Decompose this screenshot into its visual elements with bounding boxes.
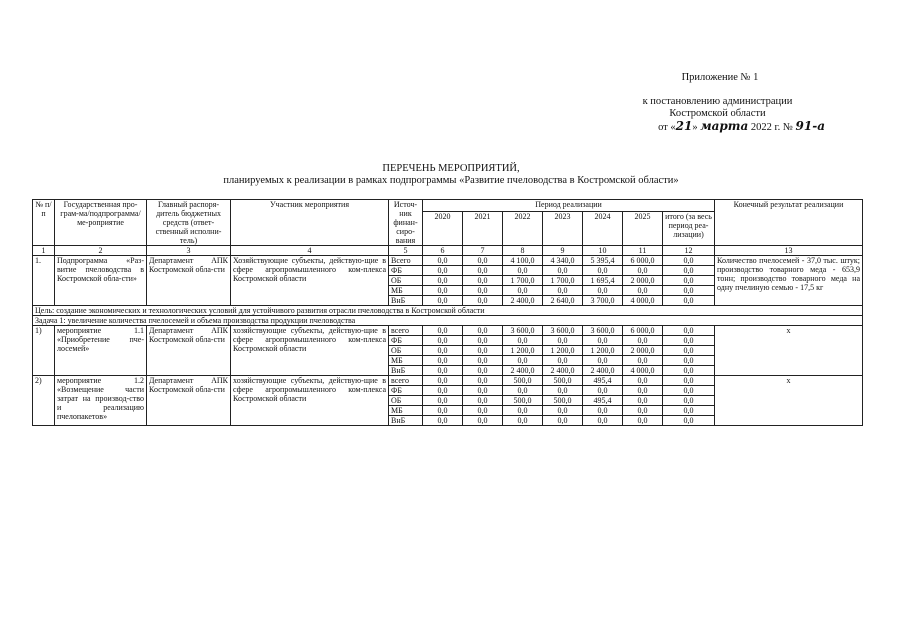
funding-source: ОБ [389, 346, 423, 356]
goal-text: Цель: создание экономических и технологических условий для устойчивого развития отрасли пчеловодства в Костромской области [33, 306, 863, 316]
final-result: х [715, 326, 863, 376]
amount-cell: 6 000,0 [623, 256, 663, 266]
program-name: мероприятие 1.2 «Возмещение части затрат на производ-ство и реализацию пчелопакетов» [55, 376, 147, 426]
funding-source: МБ [389, 406, 423, 416]
amount-cell: 2 400,0 [543, 366, 583, 376]
amount-cell: 5 395,4 [583, 256, 623, 266]
table-body [33, 256, 863, 426]
budget-manager: Департамент АПК Костромской обла-сти [147, 376, 231, 426]
amount-cell: 495,4 [583, 376, 623, 386]
column-number: 4 [231, 246, 389, 256]
table-row [33, 376, 863, 386]
date-day: 21 [675, 119, 693, 133]
col-source-header: Источ-ник финан-сиро-вания [389, 200, 423, 246]
amount-cell: 0,0 [463, 396, 503, 406]
amount-cell: 2 400,0 [503, 296, 543, 306]
date-month: марта [700, 119, 749, 133]
resolution-line: к постановлению администрации [642, 96, 793, 107]
col-year-header: 2023 [543, 212, 583, 246]
amount-cell: 3 600,0 [503, 326, 543, 336]
funding-source: всего [389, 376, 423, 386]
amount-cell: 4 100,0 [503, 256, 543, 266]
amount-cell: 0,0 [423, 396, 463, 406]
date-prefix: от « [658, 122, 676, 133]
program-name: Подпрограмма «Раз-витие пчеловодства в Костромской обла-сти» [55, 256, 147, 306]
column-number: 2 [55, 246, 147, 256]
amount-cell: 0,0 [423, 406, 463, 416]
budget-manager: Департамент АПК Костромской обла-сти [147, 256, 231, 306]
amount-cell: 0,0 [663, 286, 715, 296]
amount-cell: 0,0 [423, 386, 463, 396]
final-result: Количество пчелосемей - 37,0 тыс. штук; производство товарного меда - 653,9 тонн; производство товарного меда на одну пчелиную семью - 17,5 кг [715, 256, 863, 306]
amount-cell: 1 200,0 [583, 346, 623, 356]
table-row [33, 326, 863, 336]
column-number: 10 [583, 246, 623, 256]
program-name: мероприятие 1.1 «Приобретение пче-лосемей» [55, 326, 147, 376]
amount-cell: 500,0 [503, 376, 543, 386]
amount-cell: 0,0 [663, 406, 715, 416]
amount-cell: 0,0 [543, 356, 583, 366]
task-row [33, 316, 863, 326]
amount-cell: 495,4 [583, 396, 623, 406]
amount-cell: 0,0 [503, 336, 543, 346]
col-participant-header: Участник мероприятия [231, 200, 389, 246]
amount-cell: 0,0 [543, 336, 583, 346]
amount-cell: 0,0 [463, 366, 503, 376]
funding-source: ВнБ [389, 416, 423, 426]
amount-cell: 0,0 [543, 286, 583, 296]
amount-cell: 1 695,4 [583, 276, 623, 286]
amount-cell: 0,0 [623, 356, 663, 366]
column-number: 8 [503, 246, 543, 256]
amount-cell: 0,0 [463, 416, 503, 426]
column-number: 6 [423, 246, 463, 256]
funding-source: ОБ [389, 396, 423, 406]
amount-cell: 0,0 [463, 266, 503, 276]
amount-cell: 0,0 [503, 266, 543, 276]
amount-cell: 0,0 [503, 386, 543, 396]
col-manager-header: Главный распоря-дитель бюджетных средств (ответ-ственный исполни-тель) [147, 200, 231, 246]
col-year-header: 2020 [423, 212, 463, 246]
funding-source: ВнБ [389, 366, 423, 376]
amount-cell: 0,0 [463, 256, 503, 266]
amount-cell: 0,0 [503, 286, 543, 296]
task-text: Задача 1: увеличение количества пчелосемей и объема производства продукции пчеловодства [33, 316, 863, 326]
amount-cell: 3 600,0 [583, 326, 623, 336]
amount-cell: 0,0 [663, 376, 715, 386]
amount-cell: 0,0 [663, 346, 715, 356]
col-year-header: 2025 [623, 212, 663, 246]
col-year-header: 2021 [463, 212, 503, 246]
amount-cell: 0,0 [663, 336, 715, 346]
amount-cell: 0,0 [623, 266, 663, 276]
amount-cell: 0,0 [423, 296, 463, 306]
col-period-header: Период реализации [423, 200, 715, 212]
amount-cell: 0,0 [423, 256, 463, 266]
amount-cell: 6 000,0 [623, 326, 663, 336]
amount-cell: 4 340,0 [543, 256, 583, 266]
column-number: 12 [663, 246, 715, 256]
funding-source: ОБ [389, 276, 423, 286]
funding-source: МБ [389, 356, 423, 366]
amount-cell: 0,0 [423, 346, 463, 356]
col-num-header: № п/п [33, 200, 55, 246]
column-number: 9 [543, 246, 583, 256]
amount-cell: 0,0 [423, 416, 463, 426]
amount-cell: 0,0 [663, 386, 715, 396]
amount-cell: 0,0 [423, 326, 463, 336]
funding-source: ФБ [389, 266, 423, 276]
amount-cell: 2 000,0 [623, 346, 663, 356]
row-number: 1. [33, 256, 55, 306]
amount-cell: 0,0 [503, 356, 543, 366]
participant: хозяйствующие субъекты, действую-щие в сфере агропромышленного ком-плекса Костромской области [231, 326, 389, 376]
date-line [600, 120, 825, 134]
funding-source: ФБ [389, 336, 423, 346]
amount-cell: 0,0 [423, 276, 463, 286]
document-subtitle: планируемых к реализации в рамках подпрограммы «Развитие пчеловодства в Костромской области» [223, 175, 679, 186]
amount-cell: 0,0 [423, 356, 463, 366]
amount-cell: 0,0 [583, 266, 623, 276]
amount-cell: 2 000,0 [623, 276, 663, 286]
amount-cell: 0,0 [583, 406, 623, 416]
funding-source: ФБ [389, 386, 423, 396]
amount-cell: 3 700,0 [583, 296, 623, 306]
amount-cell: 0,0 [463, 346, 503, 356]
funding-source: МБ [389, 286, 423, 296]
amount-cell: 1 700,0 [503, 276, 543, 286]
amount-cell: 0,0 [623, 416, 663, 426]
amount-cell: 0,0 [623, 406, 663, 416]
table-row [33, 256, 863, 266]
amount-cell: 0,0 [583, 416, 623, 426]
amount-cell: 500,0 [543, 396, 583, 406]
amount-cell: 0,0 [663, 366, 715, 376]
amount-cell: 1 200,0 [503, 346, 543, 356]
amount-cell: 0,0 [423, 266, 463, 276]
amount-cell: 0,0 [463, 296, 503, 306]
amount-cell: 4 000,0 [623, 366, 663, 376]
amount-cell: 0,0 [423, 286, 463, 296]
participant: Хозяйствующие субъекты, действую-щие в сфере агропромышленного ком-плекса Костромской области [231, 256, 389, 306]
amount-cell: 0,0 [623, 386, 663, 396]
amount-cell: 0,0 [463, 406, 503, 416]
amount-cell: 0,0 [583, 356, 623, 366]
amount-cell: 2 400,0 [583, 366, 623, 376]
amount-cell: 0,0 [623, 336, 663, 346]
amount-cell: 0,0 [503, 406, 543, 416]
col-result-header: Конечный результат реализации [715, 200, 863, 246]
amount-cell: 0,0 [583, 386, 623, 396]
column-number: 3 [147, 246, 231, 256]
amount-cell: 0,0 [623, 286, 663, 296]
amount-cell: 0,0 [663, 326, 715, 336]
amount-cell: 0,0 [623, 396, 663, 406]
col-program-header: Государственная про-грам-ма/подпрограмма/ме-роприятие [55, 200, 147, 246]
column-number: 11 [623, 246, 663, 256]
amount-cell: 0,0 [543, 416, 583, 426]
amount-cell: 0,0 [623, 376, 663, 386]
amount-cell: 0,0 [463, 356, 503, 366]
funding-source: ВнБ [389, 296, 423, 306]
amount-cell: 0,0 [463, 336, 503, 346]
amount-cell: 0,0 [663, 356, 715, 366]
amount-cell: 0,0 [663, 256, 715, 266]
amount-cell: 4 000,0 [623, 296, 663, 306]
amount-cell: 0,0 [663, 266, 715, 276]
row-number: 1) [33, 326, 55, 376]
appendix-label: Приложение № 1 [681, 72, 759, 83]
col-year-header: 2022 [503, 212, 543, 246]
amount-cell: 2 400,0 [503, 366, 543, 376]
amount-cell: 0,0 [463, 386, 503, 396]
amount-cell: 0,0 [663, 276, 715, 286]
amount-cell: 0,0 [543, 266, 583, 276]
goal-row [33, 306, 863, 316]
funding-source: Всего [389, 256, 423, 266]
participant: хозяйствующие субъекты, действую-щие в сфере агропромышленного ком-плекса Костромской области [231, 376, 389, 426]
date-year: 2022 г. № [748, 122, 793, 133]
amount-cell: 500,0 [503, 396, 543, 406]
col-year-header: 2024 [583, 212, 623, 246]
amount-cell: 0,0 [543, 406, 583, 416]
column-number: 7 [463, 246, 503, 256]
amount-cell: 0,0 [463, 286, 503, 296]
column-number-row [33, 246, 863, 256]
amount-cell: 0,0 [583, 336, 623, 346]
amount-cell: 0,0 [423, 336, 463, 346]
amount-cell: 500,0 [543, 376, 583, 386]
funding-source: всего [389, 326, 423, 336]
budget-manager: Департамент АПК Костромской обла-сти [147, 326, 231, 376]
amount-cell: 0,0 [663, 396, 715, 406]
amount-cell: 0,0 [463, 376, 503, 386]
date-mid: » [692, 122, 701, 133]
col-total-header: итого (за весь период реа-лизации) [663, 212, 715, 246]
header-row-1 [33, 200, 863, 212]
column-number: 13 [715, 246, 863, 256]
amount-cell: 3 600,0 [543, 326, 583, 336]
region-line: Костромской области [669, 108, 766, 119]
column-number: 5 [389, 246, 423, 256]
amount-cell: 0,0 [463, 326, 503, 336]
column-number: 1 [33, 246, 55, 256]
amount-cell: 0,0 [663, 416, 715, 426]
amount-cell: 0,0 [583, 286, 623, 296]
document-title: ПЕРЕЧЕНЬ МЕРОПРИЯТИЙ, [382, 163, 520, 174]
final-result: х [715, 376, 863, 426]
amount-cell: 0,0 [463, 276, 503, 286]
amount-cell: 0,0 [503, 416, 543, 426]
amount-cell: 1 200,0 [543, 346, 583, 356]
amount-cell: 0,0 [423, 366, 463, 376]
amount-cell: 2 640,0 [543, 296, 583, 306]
measures-table [32, 199, 863, 426]
row-number: 2) [33, 376, 55, 426]
date-number: 91-а [795, 119, 825, 133]
amount-cell: 0,0 [543, 386, 583, 396]
amount-cell: 0,0 [423, 376, 463, 386]
amount-cell: 1 700,0 [543, 276, 583, 286]
amount-cell: 0,0 [663, 296, 715, 306]
